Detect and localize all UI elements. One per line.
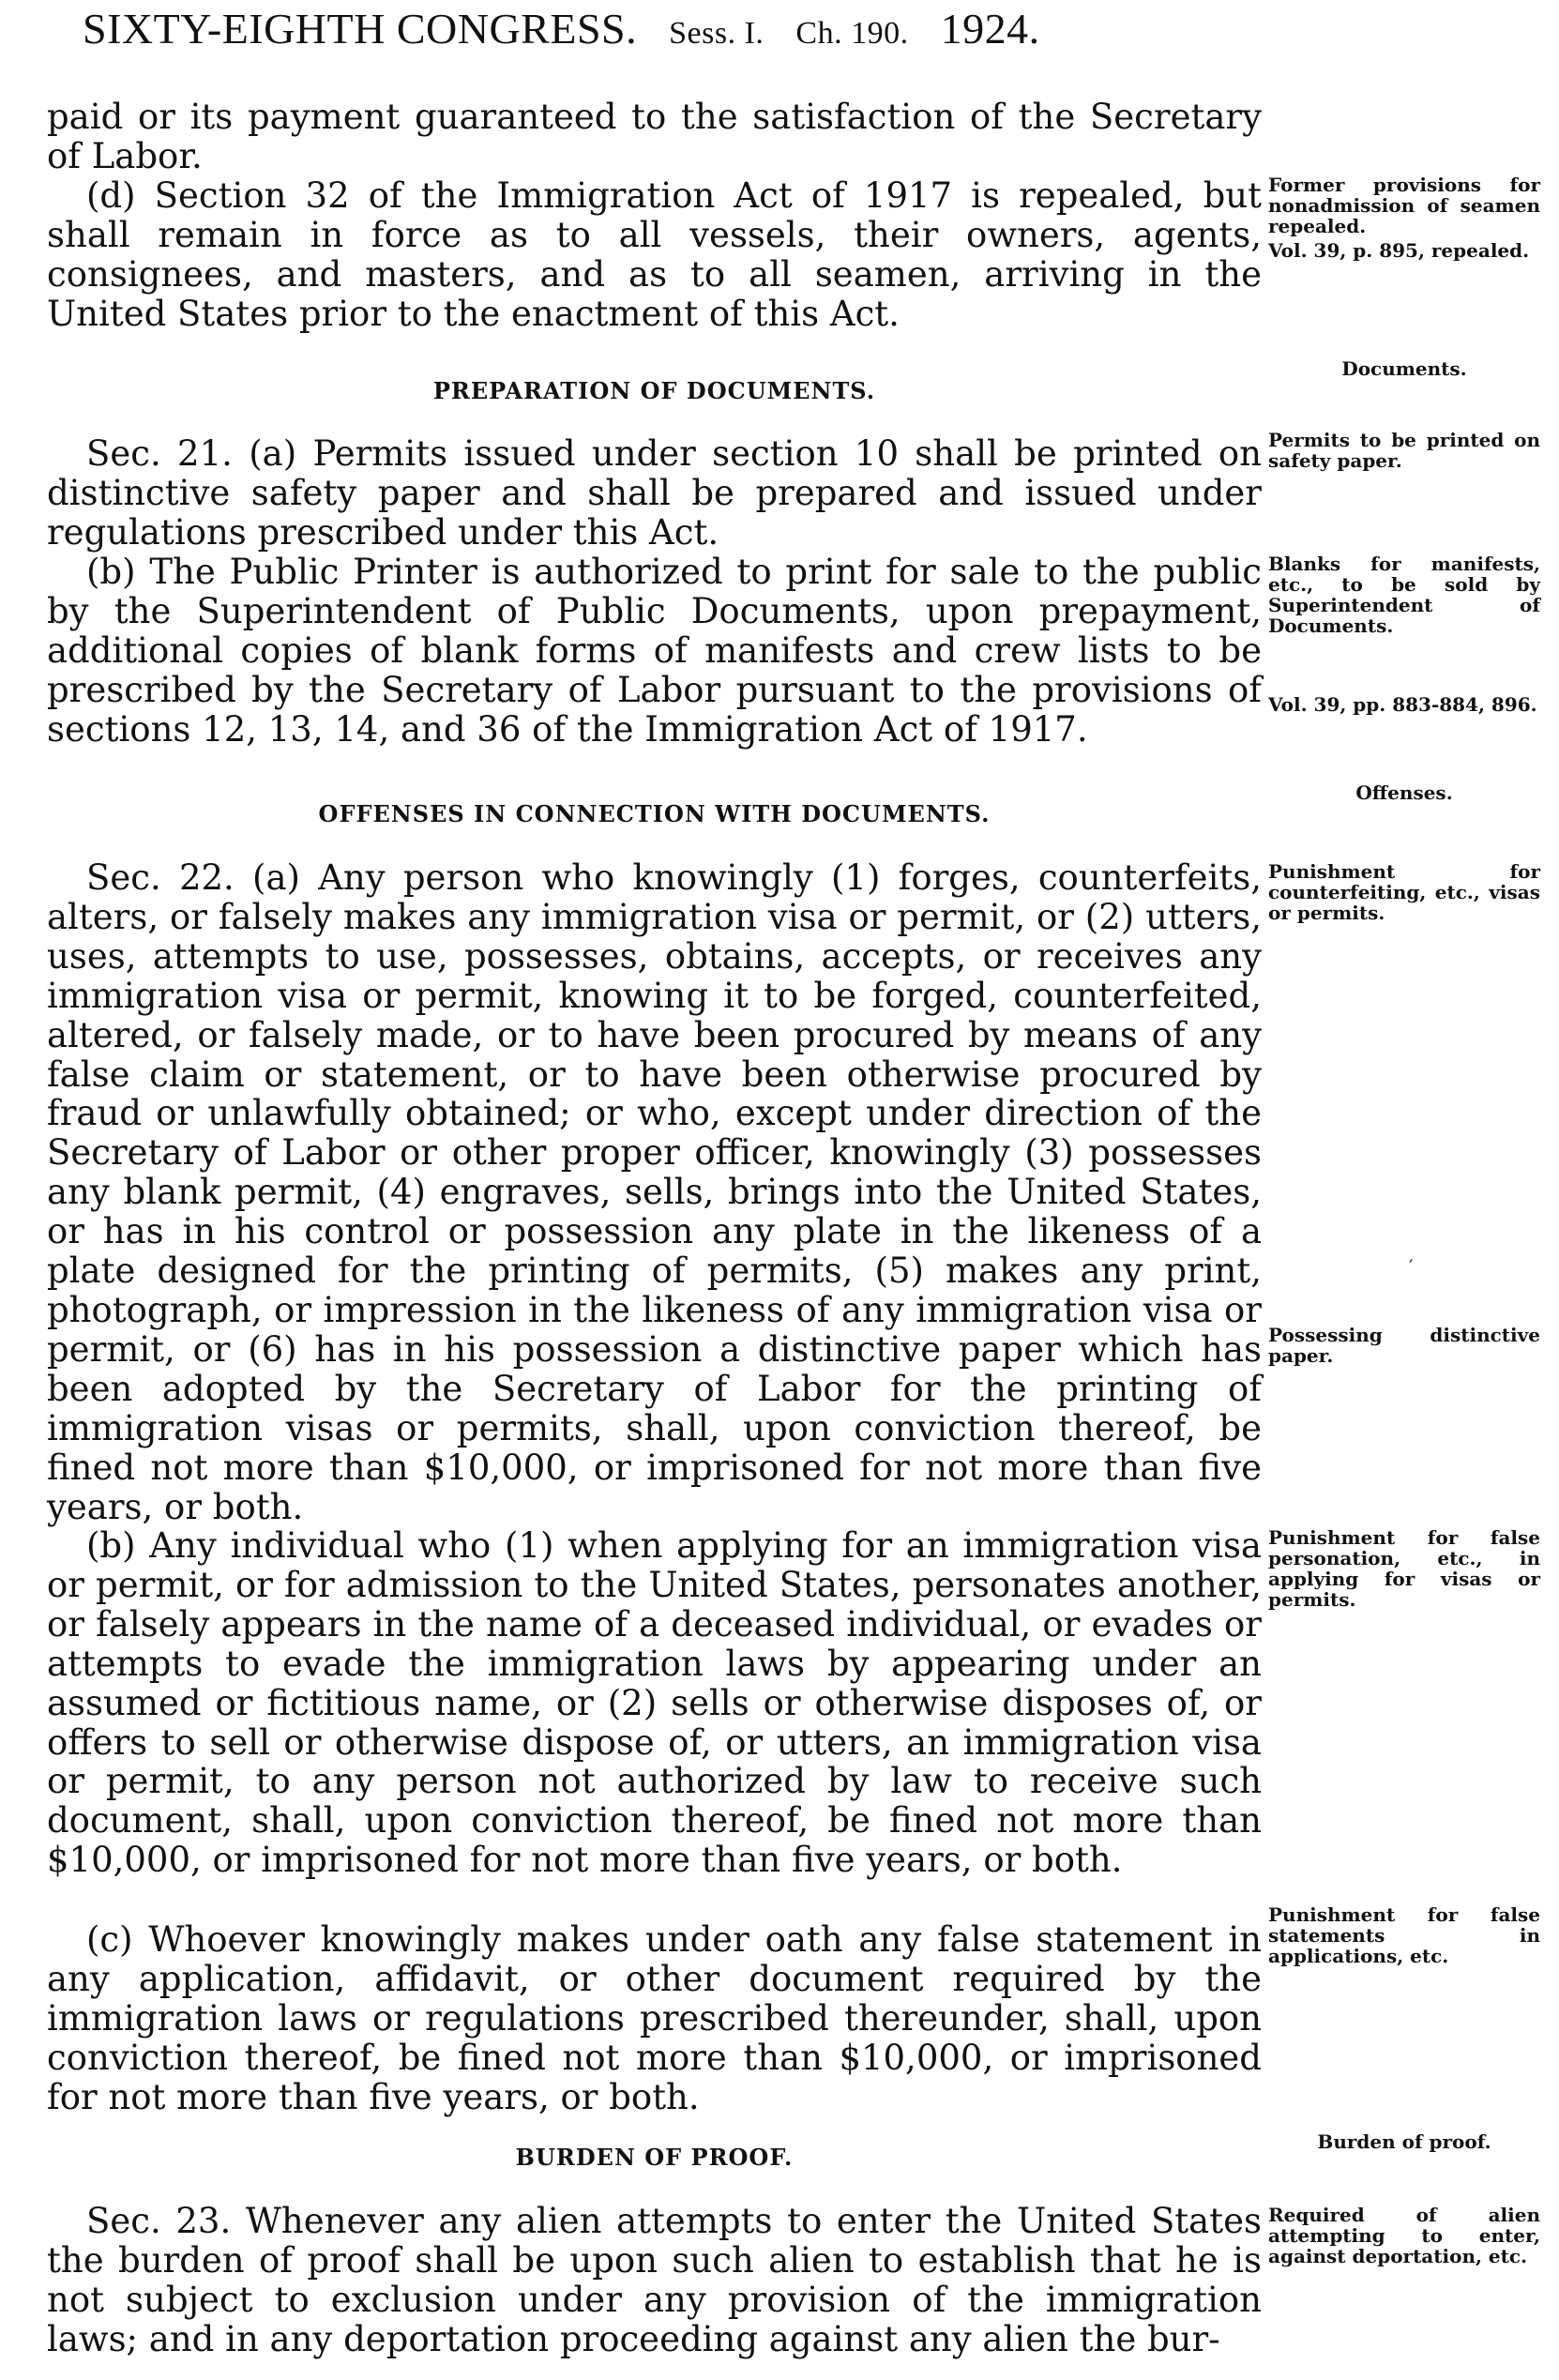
running-header xyxy=(83,4,1302,53)
margin-note-blanks-manifests: Blanks for manifests, etc., to be sold by Superintendent of Documents. xyxy=(1268,553,1540,637)
stray-mark: ′ xyxy=(1409,1255,1414,1278)
margin-note-required-of-alien: Required of alien attempting to enter, against deportation, etc. xyxy=(1268,2204,1540,2267)
margin-note-counterfeiting: Punishment for counterfeiting, etc., visas or permits. xyxy=(1268,860,1540,924)
header-congress: SIXTY-EIGHTH CONGRESS. xyxy=(83,5,638,53)
heading-offenses-documents: OFFENSES IN CONNECTION WITH DOCUMENTS. xyxy=(318,800,991,827)
heading-preparation-of-documents: PREPARATION OF DOCUMENTS. xyxy=(432,377,876,404)
margin-note-seamen-repealed: Former provisions for nonadmission of seamen repealed. xyxy=(1268,174,1540,237)
margin-note-distinctive-paper: Possessing distinctive paper. xyxy=(1268,1324,1540,1367)
header-session: Sess. I. xyxy=(669,16,764,51)
paragraph-sec-22-c: (c) Whoever knowingly makes under oath any false statement in any application, affidavit, or other document required by the immigration laws or regulations prescribed thereunder, shall, upon conviction thereof, be fined not more than $10,000, or imprisoned for not more than five years, or both. xyxy=(47,1919,1262,2117)
paragraph-payment-guaranteed: paid or its payment guaranteed to the satisfaction of the Secretary of Labor. xyxy=(47,97,1262,176)
paragraph-sec-22-b: (b) Any individual who (1) when applying for an immigration visa or permit, or for admission to the United States, personates another, or falsely appears in the name of a deceased individual, or evades or attempts to evade the immigration laws by appearing under an assumed or fictitious name, or (2) sells or otherwise disposes of, or offers to sell or otherwise dispose of, or utters, an immigration visa or permit, to any person not authorized by law to receive such document, shall, upon conviction thereof, be fined not more than $10,000, or imprisoned for not more than five years, or both. xyxy=(47,1525,1262,1881)
margin-note-burden-of-proof: Burden of proof. xyxy=(1317,2130,1491,2153)
header-year: 1924. xyxy=(940,5,1040,53)
paragraph-sec-22-a: Sec. 22. (a) Any person who knowingly (1) forges, counterfeits, alters, or falsely makes any immigration visa or permit, or (2) utters, uses, attempts to use, possesses, obtains, accepts, or receives any immigration visa or permit, knowing it to be forged, counterfeited, altered, or falsely made, or to have been procured by means of any false claim or statement, or to have been otherwise procured by fraud or unlawfully obtained; or who, except under direction of the Secretary of Labor or other proper officer, knowingly (3) possesses any blank permit, (4) engraves, sells, brings into the United States, or has in his control or possession any plate in the likeness of a plate designed for the printing of permits, (5) makes any print, photograph, or impression in the likeness of any immigration visa or permit, or (6) has in his possession a distinctive paper which has been adopted by the Secretary of Labor for the printing of immigration visas or permits, shall, upon conviction thereof, be fined not more than $10,000, or imprisoned for not more than five years, or both. xyxy=(47,857,1262,1527)
margin-note-vol39-pp883: Vol. 39, pp. 883-884, 896. xyxy=(1268,693,1537,716)
paragraph-sec-21-b: (b) The Public Printer is authorized to print for sale to the public by the Superintendent of Public Documents, upon prepayment, additional copies of blank forms of manifests and crew lists to be prescribed by the Secretary of Labor pursuant to the provisions of sections 12, 13, 14, and 36 of the Immigration Act of 1917. xyxy=(47,552,1262,750)
margin-note-safety-paper: Permits to be printed on safety paper. xyxy=(1268,429,1540,472)
paragraph-sec-23: Sec. 23. Whenever any alien attempts to enter the United States the burden of proof shall be upon such alien to establish that he is not subject to exclusion under any provision of the immigration laws; and in any deportation proceeding against any alien the bur- xyxy=(47,2201,1262,2359)
margin-note-false-personation: Punishment for false personation, etc., in applying for visas or permits. xyxy=(1268,1526,1540,1611)
header-chapter: Ch. 190. xyxy=(795,16,909,51)
paragraph-sec-21-a: Sec. 21. (a) Permits issued under section 10 shall be printed on distinctive safety paper and shall be prepared and issued under regulations prescribed under this Act. xyxy=(47,433,1262,553)
paragraph-section-32-repealed: (d) Section 32 of the Immigration Act of 1917 is repealed, but shall remain in force as to all vessels, their owners, agents, consignees, and masters, and as to all seamen, arriving in the United States prior to the enactment of this Act. xyxy=(47,175,1262,334)
margin-note-documents: Documents. xyxy=(1341,357,1467,380)
margin-note-offenses: Offenses. xyxy=(1355,781,1453,804)
margin-note-false-statements: Punishment for false statements in applications, etc. xyxy=(1268,1903,1540,1967)
margin-note-vol39-p895: Vol. 39, p. 895, repealed. xyxy=(1268,239,1530,262)
heading-burden-of-proof: BURDEN OF PROOF. xyxy=(515,2144,794,2171)
